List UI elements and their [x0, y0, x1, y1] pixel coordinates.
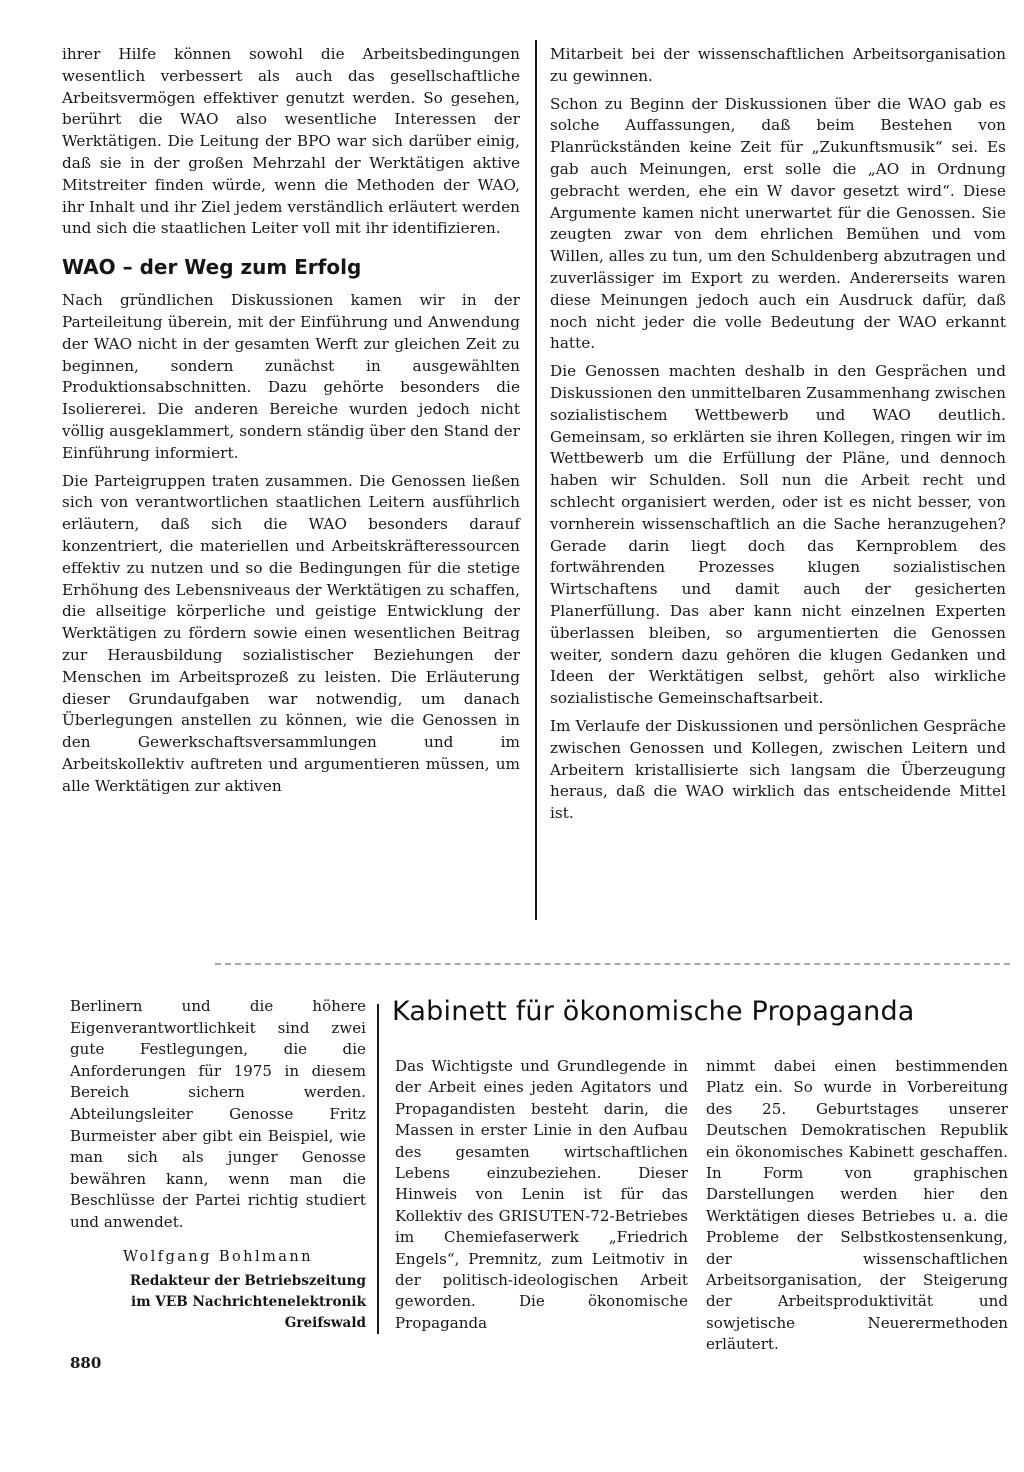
bottom-left-column	[70, 996, 366, 1334]
affiliation-line: Greifswald	[284, 1314, 366, 1331]
paragraph: Die Parteigruppen traten zusammen. Die Genossen ließen sich von verantwortlichen staatlichen Leitern ausführlich erläutern, daß sich die WAO besonders darauf konzentriert, die materiellen und Arbeitskräfteressourcen effektiv zu nutzen und so die Bedingungen für die stetige Erhöhung des Lebensniveaus der Werktätigen zu schaffen, die allseitige körperliche und geistige Entwicklung der Werktätigen zu fördern sowie einen wesentlichen Beitrag zur Herausbildung sozialistischer Beziehungen der Menschen im Arbeitsprozeß zu leisten. Die Erläuterung dieser Grundaufgaben war notwendig, um danach Überlegungen anstellen zu können, wie die Genossen in den Gewerkschaftsversammlungen und im Arbeitskollektiv auftreten und argumentieren müssen, um alle Werktätigen zur aktiven	[62, 471, 520, 795]
page-number: 880	[70, 1354, 102, 1372]
section-heading: WAO – der Weg zum Erfolg	[62, 255, 362, 280]
article-column-1	[395, 1056, 688, 1334]
affiliation-line: Redakteur der Betriebszeitung	[129, 1272, 366, 1289]
section-separator	[215, 963, 1010, 965]
top-right-column	[550, 44, 1006, 831]
paragraph: Die Genossen machten deshalb in den Gesprächen und Diskussionen den unmittelbaren Zusammenhang zwischen sozialistischem Wettbewerb und WAO deutlich. Gemeinsam, so erklärten sie ihren Kollegen, ringen wir im Wettbewerb um die Erfüllung der Pläne, und dennoch haben wir Schulden. Soll nun die Arbeit recht und schlecht organisiert werden, oder ist es nicht besser, von vornherein wissenschaftlich an die Sache heranzugehen? Gerade darin liegt doch das Kernproblem des fortwährenden Prozesses klugen sozialistischen Wirtschaftens und damit auch der gesicherten Planerfüllung. Das aber kann nicht einzelnen Experten überlassen bleiben, so argumentierten die Genossen weiter, sondern dazu gehören die klugen Gedanken und Ideen der Werktätigen selbst, gehört also wirkliche sozialistische Gemeinschaftsarbeit.	[550, 362, 1006, 708]
paragraph: ihrer Hilfe können sowohl die Arbeitsbedingungen wesentlich verbessert als auch das gesellschaftliche Arbeitsvermögen effektiver genutzt werden. So gesehen, berührt die WAO also wesentliche Interessen der Werktätigen. Die Leitung der BPO war sich darüber einig, daß sie in der großen Mehrzahl der Werktätigen aktive Mitstreiter finden würde, wenn die Methoden der WAO, ihr Inhalt und ihr Ziel jedem verständlich erläutert werden und sich die staatlichen Leiter voll mit ihr identifizieren.	[62, 45, 520, 238]
paragraph: Mitarbeit bei der wissenschaftlichen Arbeitsorganisation zu gewinnen.	[550, 45, 1006, 85]
paragraph: nimmt dabei einen bestimmenden Platz ein. So wurde in Vorbereitung des 25. Geburtstages unserer Deutschen Demokratischen Republik ein ökonomisches Kabinett geschaffen. In Form von graphischen Darstellungen werden hier den Werktätigen dieses Betriebes u. a. die Probleme der Selbstkostensenkung, der wissenschaftlichen Arbeitsorganisation, der Steigerung der Arbeitsproduktivität und sowjetische Neuerermethoden erläutert.	[706, 1057, 1008, 1354]
column-divider	[535, 40, 537, 920]
affiliation-line: im VEB Nachrichtenelektronik	[131, 1293, 366, 1310]
top-left-column	[62, 44, 520, 804]
paragraph: Berlinern und die höhere Eigenverantwortlichkeit sind zwei gute Festlegungen, die die Anforderungen für 1975 in diesem Bereich sichern werden. Abteilungsleiter Genosse Fritz Burmeister aber gibt ein Beispiel, wie man sich als junger Genosse bewähren kann, wenn man die Beschlüsse der Partei richtig studiert und anwendet.	[70, 997, 366, 1231]
paragraph: Schon zu Beginn der Diskussionen über die WAO gab es solche Auffassungen, daß beim Bestehen von Planrückständen keine Zeit für „Zukunftsmusik“ sei. Es gab auch Meinungen, erst solle die „AO in Ordnung gebracht werden, ehe ein W davor gesetzt wird“. Diese Argumente kamen nicht unerwartet für die Genossen. Sie zeugten zwar von dem ehrlichen Bemühen und vom Willen, alles zu tun, um den Schuldenberg abzutragen und zuverlässiger im Export zu werden. Andererseits waren diese Meinungen jedoch auch ein Ausdruck dafür, daß noch nicht jeder die volle Bedeutung der WAO erkannt hatte.	[550, 94, 1006, 353]
author-name: Wolfgang Bohlmann	[122, 1247, 313, 1265]
article-title: Kabinett für ökonomische Propaganda	[392, 996, 915, 1027]
author-affiliation	[70, 1271, 366, 1334]
paragraph: Das Wichtigste und Grundlegende in der Arbeit eines jeden Agitators und Propagandisten besteht darin, die Massen in erster Linie in den Aufbau des gesamten wirtschaftlichen Lebens einzubeziehen. Dieser Hinweis von Lenin ist für das Kollektiv des GRISUTEN-72-Betriebes im Chemiefaserwerk „Friedrich Engels“, Premnitz, zum Leitmotiv in der politisch-ideologischen Arbeit geworden. Die ökonomische Propaganda	[395, 1057, 688, 1332]
column-divider	[377, 1004, 379, 1334]
article-column-2	[706, 1056, 1008, 1356]
paragraph: Im Verlaufe der Diskussionen und persönlichen Gespräche zwischen Genossen und Kollegen, zwischen Leitern und Arbeitern kristallisierte sich langsam die Überzeugung heraus, daß die WAO wirklich das entscheidende Mittel ist.	[550, 716, 1006, 823]
paragraph: Nach gründlichen Diskussionen kamen wir in der Parteileitung überein, mit der Einführung und Anwendung der WAO nicht in der gesamten Werft zur gleichen Zeit zu beginnen, sondern zunächst in ausgewählten Produktionsabschnitten. Dazu gehörte besonders die Isoliererei. Die anderen Bereiche wurden jedoch nicht völlig ausgeklammert, sondern ständig über den Stand der Einführung informiert.	[62, 291, 520, 462]
